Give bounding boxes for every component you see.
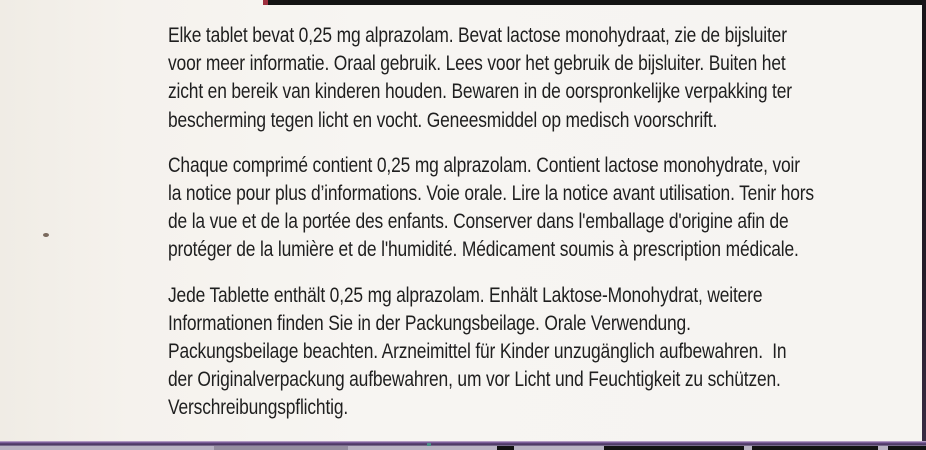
dust-speck bbox=[43, 233, 49, 237]
paragraph-french bbox=[168, 151, 921, 264]
text-line: Verschreibungspflichtig. bbox=[168, 395, 349, 420]
right-fold-line bbox=[922, 0, 926, 450]
scan-artifact-speck bbox=[427, 443, 431, 446]
text-line: de la vue et de la portée des enfants. Conserver dans l'emballage d'origine afin de bbox=[168, 209, 789, 234]
text-line: voor meer informatie. Oraal gebruik. Lees voor het gebruik de bijsluiter. Buiten het bbox=[168, 51, 786, 76]
text-line: der Originalverpackung aufbewahren, um vor Licht und Feuchtigkeit zu schützen. bbox=[168, 367, 781, 392]
red-registration-tick bbox=[263, 0, 268, 5]
next-panel-strip bbox=[0, 446, 926, 450]
text-line: Jede Tablette enthält 0,25 mg alprazolam. Enhält Laktose-Monohydrat, weitere bbox=[168, 282, 763, 307]
text-line: protéger de la lumière et de l'humidité. Médicament soumis à prescription médicale. bbox=[168, 237, 799, 262]
text-line: Packungsbeilage beachten. Arzneimittel für Kinder unzugänglich aufbewahren. In bbox=[168, 339, 787, 364]
text-line: la notice pour plus d’informations. Voie orale. Lire la notice avant utilisation. Tenir hors bbox=[168, 181, 814, 206]
text-line: bescherming tegen licht en vocht. Geneesmiddel op medisch voorschrift. bbox=[168, 107, 718, 132]
paragraph-german bbox=[168, 281, 921, 422]
text-line: zicht en bereik van kinderen houden. Bewaren in de oorspronkelijke verpakking ter bbox=[168, 79, 792, 104]
labeling-text-block bbox=[168, 21, 921, 439]
text-line: Chaque comprimé contient 0,25 mg alprazolam. Contient lactose monohydrate, voir bbox=[168, 152, 800, 177]
top-black-rule bbox=[267, 0, 926, 5]
panel-fragment bbox=[752, 446, 878, 450]
panel-fragment bbox=[604, 446, 744, 450]
text-line: Informationen finden Sie in der Packungsbeilage. Orale Verwendung. bbox=[168, 310, 691, 335]
panel-fragment bbox=[214, 446, 348, 450]
panel-fragment bbox=[497, 446, 514, 450]
panel-fragment bbox=[888, 446, 926, 450]
text-line: Elke tablet bevat 0,25 mg alprazolam. Bevat lactose monohydraat, zie de bijsluiter bbox=[168, 23, 787, 47]
paragraph-dutch bbox=[168, 21, 921, 134]
